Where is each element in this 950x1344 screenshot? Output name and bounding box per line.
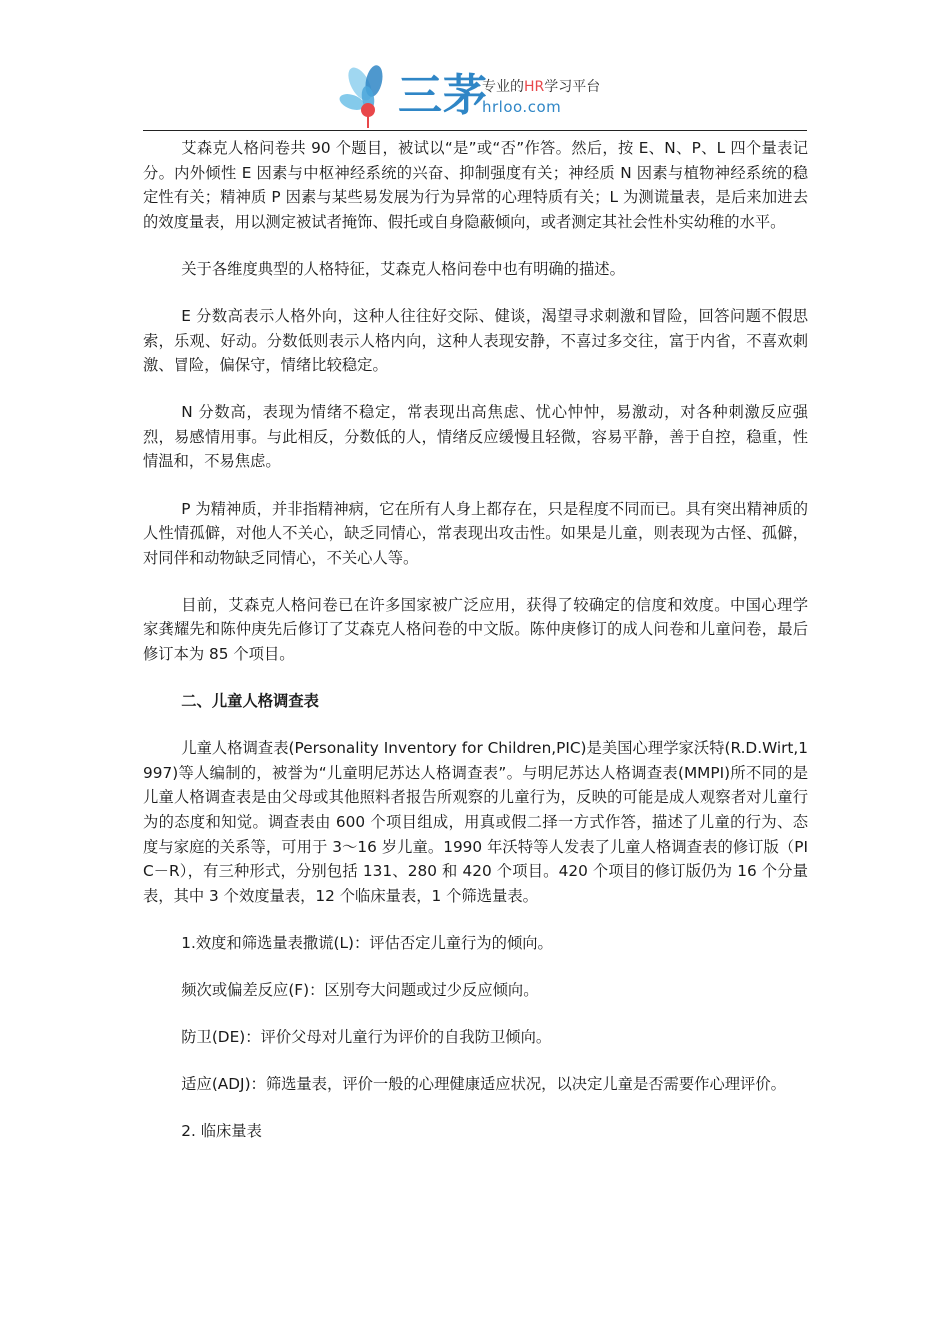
paragraph: 频次或偏差反应(F)：区别夸大问题或过少反应倾向。 [181,980,539,999]
brand-domain: hrloo.com [482,98,562,116]
brand-name: 三茅 [398,70,488,121]
document-body [143,136,808,1166]
tagline-suffix: 学习平台 [544,79,601,95]
dragonfly-logo-icon [338,64,404,130]
paragraph: E 分数高表示人格外向，这种人往往好交际、健谈，渴望寻求刺激和冒险，回答问题不假思索，乐观、好动。分数低则表示人格内向，这种人表现安静，不喜过多交往，富于内省，不喜欢刺激、冒险，偏保守，情绪比较稳定。 [143,306,808,375]
brand-tagline [482,80,600,94]
paragraph: 1.效度和筛选量表撒谎(L)：评估否定儿童行为的倾向。 [181,933,553,952]
tagline-prefix: 专业的 [482,79,524,95]
paragraph: 儿童人格调查表(Personality Inventory for Children,PIC)是美国心理学家沃特(R.D.Wirt,1997)等人编制的，被誉为“儿童明尼苏达人格调查表”。与明尼苏达人格调查表(MMPI)所不同的是儿童人格调查表是由父母或其他照料者报告所观察的儿童行为，反映的可能是成人观察者对儿童行为的态度和知觉。调查表由 600 个项目组成，用真或假二择一方式作答，描述了儿童的行为、态度与家庭的关系等，可用于 3～16 岁儿童。1990 年沃特等人发表了儿童人格调查表的修订版（PIC－R），有三种形式，分别包括 131、280 和 420 个项目。420 个项目的修订版仍为 16 个分量表，其中 3 个效度量表，12 个临床量表，1 个筛选量表。 [143,739,808,905]
paragraph: 适应(ADJ)：筛选量表，评价一般的心理健康适应状况，以决定儿童是否需要作心理评价。 [181,1075,786,1094]
paragraph: 目前，艾森克人格问卷已在许多国家被广泛应用，获得了较确定的信度和效度。中国心理学家龚耀先和陈仲庚先后修订了艾森克人格问卷的中文版。陈仲庚修订的成人问卷和儿童问卷，最后修订本为 85 个项目。 [143,595,808,663]
paragraph: 关于各维度典型的人格特征，艾森克人格问卷中也有明确的描述。 [181,259,625,278]
page-header [0,0,950,132]
paragraph: N 分数高，表现为情绪不稳定，常表现出高焦虑、忧心忡忡，易激动，对各种刺激反应强烈，易感情用事。与此相反，分数低的人，情绪反应缓慢且轻微，容易平静，善于自控，稳重，性情温和，不易焦虑。 [143,403,808,471]
header-divider [143,130,807,131]
paragraph: P 为精神质，并非指精神病，它在所有人身上都存在，只是程度不同而已。具有突出精神质的人性情孤僻，对他人不关心，缺乏同情心，常表现出攻击性。如果是儿童，则表现为古怪、孤僻，对同伴和动物缺乏同情心，不关心人等。 [143,499,808,567]
paragraph: 防卫(DE)：评价父母对儿童行为评价的自我防卫倾向。 [181,1028,552,1047]
section-heading: 二、儿童人格调查表 [181,692,319,711]
paragraph: 2. 临床量表 [181,1122,262,1141]
paragraph: 艾森克人格问卷共 90 个题目，被试以“是”或“否”作答。然后，按 E、N、P、L 四个量表记分。内外倾性 E 因素与中枢神经系统的兴奋、抑制强度有关；神经质 N 因素与植物神经系统的稳定性有关；精神质 P 因素与某些易发展为行为异常的心理特质有关；L 为测谎量表，是后来加进去的效度量表，用以测定被试者掩饰、假托或自身隐蔽倾向，或者测定其社会性朴实幼稚的水平。 [143,139,808,231]
tagline-highlight: HR [524,79,545,95]
